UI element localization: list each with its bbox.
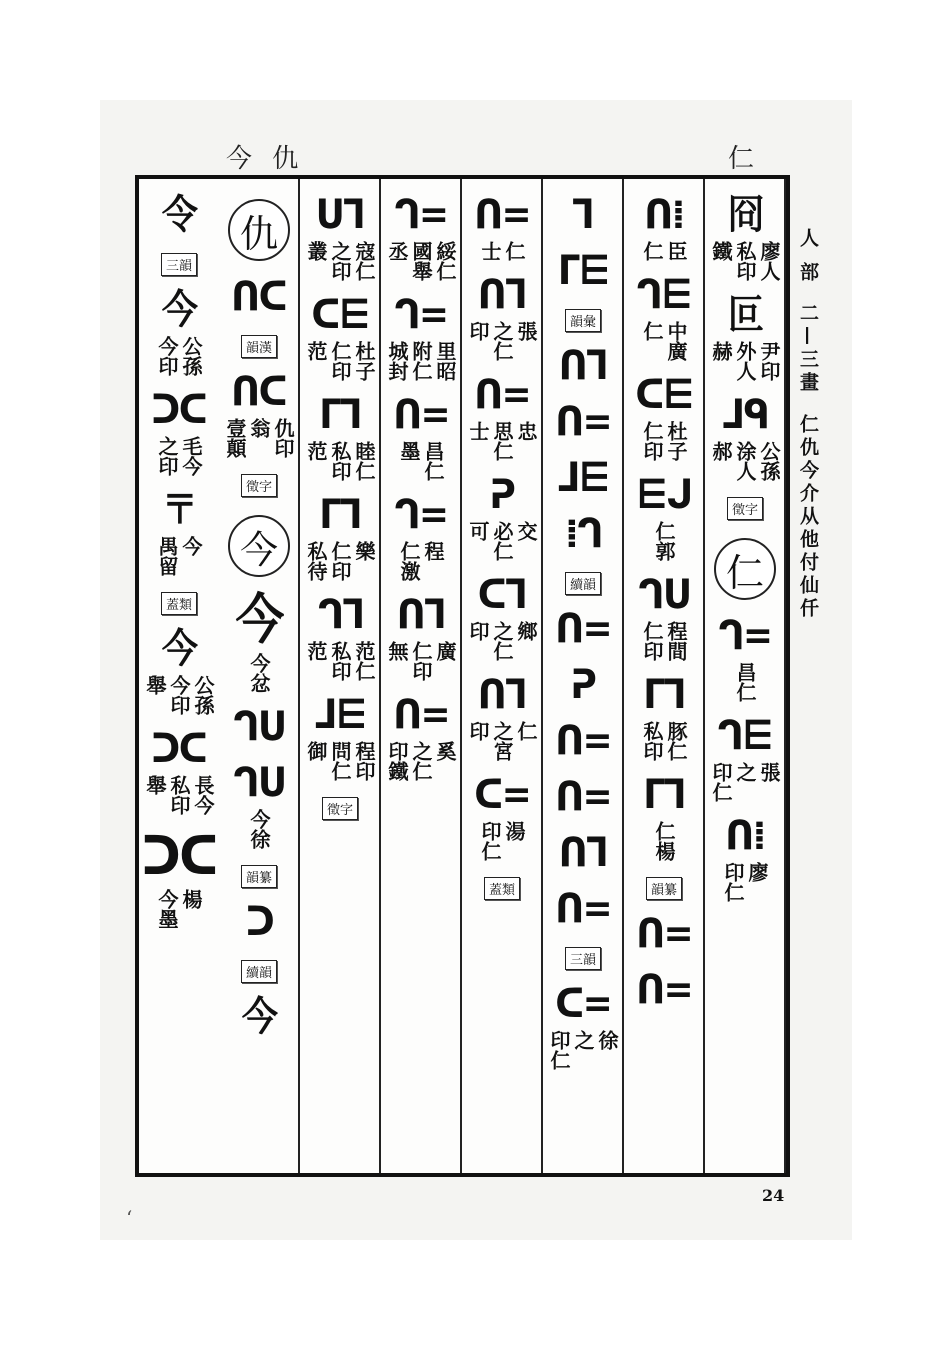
seal-glyph: ᒉᑌ — [232, 760, 286, 806]
caption-line: 張 — [757, 762, 781, 782]
seal-entry — [390, 393, 452, 481]
seal-glyph: 令 — [161, 192, 197, 238]
seal-caption — [224, 418, 294, 458]
caption-line: 之印 — [328, 241, 352, 281]
caption-line: 尹印 — [757, 341, 781, 381]
seal-caption — [710, 441, 780, 481]
source-tag: 蓋類 — [484, 877, 520, 900]
seal-glyph: ᑕ⋿ — [310, 292, 370, 338]
caption-line: 仁郭 — [652, 521, 676, 561]
seal-entry — [244, 900, 275, 944]
seal-entry — [467, 673, 537, 761]
seal-entry — [641, 193, 687, 261]
caption-line: 程印 — [352, 741, 376, 781]
seal-glyph: ᒧ⋿ — [314, 692, 366, 738]
caption-line: 之仁 — [409, 741, 433, 781]
seal-caption — [305, 741, 375, 781]
seal-glyph: ᑕ⋿ — [634, 372, 694, 418]
seal-column — [220, 179, 300, 1173]
seal-glyph: ᑎ= — [474, 372, 530, 418]
caption-line: 公孫 — [757, 441, 781, 481]
seal-entry — [144, 627, 214, 715]
caption-line: 仁印 — [409, 641, 433, 681]
caption-line: 仁 — [502, 241, 526, 261]
caption-line: 問仁 — [328, 741, 352, 781]
seal-column — [301, 179, 381, 1173]
caption-line: 今墨 — [155, 889, 179, 929]
caption-line: 綏仁 — [433, 241, 457, 281]
seal-caption — [305, 341, 375, 381]
seal-entry — [571, 193, 594, 237]
seal-entry — [305, 293, 375, 381]
seal-column — [139, 179, 219, 1173]
source-tag: 韻纂 — [646, 877, 682, 900]
page-header-right: 仁 — [728, 144, 761, 174]
caption-line: 范仁 — [352, 641, 376, 681]
seal-entry — [556, 831, 610, 875]
seal-caption — [467, 421, 537, 461]
caption-line: 印仁 — [709, 762, 733, 802]
page-number: 24 — [762, 1186, 785, 1205]
seal-entry — [467, 273, 537, 361]
seal-glyph: ᑎ= — [393, 692, 449, 738]
seal-glyph: ᒉ= — [394, 492, 448, 538]
seal-caption — [548, 1030, 618, 1070]
caption-line: 印仁 — [721, 862, 745, 902]
seal-glyph: ᑎ⁞ — [644, 192, 684, 238]
source-tag: 續韻 — [241, 960, 277, 983]
seal-entry — [240, 995, 278, 1039]
seal-table — [135, 175, 790, 1177]
seal-glyph: ᑐᑕ — [151, 726, 207, 772]
seal-glyph: 今 — [161, 626, 197, 672]
seal-caption — [156, 436, 202, 476]
seal-glyph: ᑎ= — [636, 967, 692, 1013]
caption-line: 里昭 — [433, 341, 457, 381]
seal-caption — [386, 741, 456, 781]
seal-glyph: ᑎᑕ — [231, 369, 287, 415]
page-header-left: 今 仇 — [226, 144, 305, 174]
source-tag: 蓋類 — [161, 592, 197, 615]
caption-line: 私印 — [328, 441, 352, 481]
seal-caption — [653, 821, 675, 861]
seal-entry — [552, 775, 614, 819]
source-tag: 續韻 — [565, 572, 601, 595]
caption-line: 臣 — [664, 241, 688, 261]
caption-line: 交 — [514, 521, 538, 541]
caption-line: 國舉 — [409, 241, 433, 281]
caption-line: 仁激 — [397, 541, 421, 581]
seal-glyph: ᑎ= — [555, 718, 611, 764]
caption-line: 郝 — [709, 441, 733, 461]
caption-line: 仁 — [640, 241, 664, 261]
seal-caption — [305, 441, 375, 481]
seal-glyph: ᑎ= — [555, 399, 611, 445]
seal-glyph: ᒧᑫ — [722, 392, 768, 438]
seal-glyph: ᑕ= — [474, 772, 530, 818]
character-index: 仁仇今介从他付仙仟 — [797, 413, 819, 621]
seal-glyph: ᑌᒣ — [315, 192, 365, 238]
caption-line: 私待 — [304, 541, 328, 581]
seal-glyph: 冏 — [727, 192, 763, 238]
seal-glyph: ᑎᒣ — [477, 672, 527, 718]
seal-entry — [139, 824, 219, 929]
caption-line: 印 — [466, 721, 490, 741]
caption-line: 士 — [466, 421, 490, 441]
caption-line: 私印 — [640, 721, 664, 761]
caption-line: 印 — [466, 321, 490, 341]
seal-entry — [555, 456, 612, 500]
caption-line: 今徐 — [247, 809, 271, 849]
seal-column — [544, 179, 624, 1173]
caption-line: 程 — [421, 541, 445, 561]
seal-entry — [148, 388, 209, 476]
scan-mark: ʻ — [126, 1206, 133, 1230]
caption-line: 仇印 — [271, 418, 295, 458]
caption-line: 奚 — [433, 741, 457, 761]
caption-line: 印仁 — [477, 821, 502, 861]
seal-entry — [228, 275, 289, 319]
seal-glyph: ᑎᒣ — [396, 592, 446, 638]
radical-label: 人 部 — [797, 228, 819, 285]
radical-index-label — [795, 228, 822, 629]
seal-column — [625, 179, 705, 1173]
seal-entry — [555, 249, 612, 293]
caption-line: 范 — [304, 641, 328, 661]
seal-glyph: ᕈ — [570, 662, 596, 708]
caption-line: 今 — [179, 536, 203, 556]
seal-caption — [467, 721, 537, 761]
seal-glyph: ᑎᒣ — [477, 272, 527, 318]
seal-glyph: ᑐᑕ — [141, 824, 217, 887]
seal-caption — [144, 775, 214, 815]
seal-entry — [233, 588, 285, 693]
seal-glyph: ᑎᑕ — [231, 274, 287, 320]
seal-caption — [722, 862, 768, 902]
seal-entry — [569, 663, 596, 707]
seal-entry — [305, 393, 375, 481]
seal-entry — [632, 373, 696, 461]
caption-line: 杜子 — [663, 421, 688, 461]
caption-line: 忠 — [514, 421, 538, 441]
seal-entry — [471, 773, 533, 861]
seal-glyph: ᑎ⁞ — [725, 813, 765, 859]
caption-line: 仁印 — [639, 421, 664, 461]
seal-glyph: ᑎ= — [555, 886, 611, 932]
caption-line: 樂 — [352, 541, 376, 561]
seal-caption — [641, 241, 687, 261]
seal-glyph: ᒉᑌ — [637, 572, 691, 618]
seal-caption — [156, 889, 202, 929]
seal-glyph: ᑕ= — [555, 981, 611, 1027]
seal-entry — [552, 887, 614, 931]
caption-line: 寇仁 — [352, 241, 376, 281]
seal-caption — [710, 241, 780, 281]
seal-entry — [386, 693, 456, 781]
caption-line: 睦仁 — [352, 441, 376, 481]
caption-line: 仁印 — [640, 621, 664, 661]
caption-line: 城封 — [385, 341, 409, 381]
caption-line: 仁 — [514, 721, 538, 741]
seal-entry — [467, 573, 537, 661]
seal-caption — [305, 241, 375, 281]
seal-entry — [635, 573, 693, 661]
caption-line: 舉 — [143, 675, 167, 695]
seal-caption — [398, 541, 444, 581]
caption-line: 徐 — [595, 1030, 619, 1050]
caption-line: 禺留 — [155, 536, 179, 576]
seal-caption — [467, 521, 537, 561]
seal-glyph: ᒉ= — [718, 613, 772, 659]
seal-caption — [734, 662, 756, 702]
source-tag: 韻纂 — [241, 865, 277, 888]
seal-glyph: ᒉ⋿ — [636, 272, 692, 318]
caption-line: 廖 — [745, 862, 769, 882]
caption-line: 范 — [304, 441, 328, 461]
seal-glyph: ᒥᒣ — [643, 772, 685, 818]
seal-glyph: ⁞ᒉ — [564, 511, 602, 557]
head-character-circle: 仇 — [228, 199, 290, 261]
seal-entry — [391, 493, 450, 581]
caption-line: 翁 — [247, 418, 271, 438]
caption-line: 仁印 — [328, 541, 352, 581]
seal-caption — [467, 321, 537, 361]
caption-line: 私印 — [167, 775, 191, 815]
caption-line: 無 — [385, 641, 409, 661]
caption-line: 今忿 — [247, 653, 271, 693]
seal-glyph: ⋿ᒍ — [636, 472, 692, 518]
seal-entry — [230, 761, 288, 849]
seal-glyph: ᑎ= — [555, 606, 611, 652]
seal-glyph: ᑎ= — [636, 911, 692, 957]
seal-column — [706, 179, 786, 1173]
seal-entry — [144, 727, 214, 815]
seal-entry — [305, 193, 375, 281]
caption-line: 鐵 — [709, 241, 733, 261]
seal-caption — [305, 641, 375, 681]
caption-line: 赫 — [709, 341, 733, 361]
seal-entry — [156, 288, 202, 376]
caption-line: 楊 — [179, 889, 203, 909]
seal-entry — [386, 593, 456, 681]
seal-glyph: 今 — [235, 588, 283, 651]
caption-line: 丞 — [385, 241, 409, 261]
seal-caption — [641, 321, 687, 361]
seal-caption — [248, 653, 270, 693]
seal-glyph: ᑎᒣ — [558, 830, 608, 876]
seal-entry — [467, 473, 537, 561]
caption-line: 可 — [466, 521, 490, 541]
seal-caption — [305, 541, 375, 581]
seal-glyph: ᑎᒣ — [558, 343, 608, 389]
stroke-count-label: 二—三畫 — [797, 303, 819, 396]
seal-entry — [633, 473, 695, 561]
seal-entry — [633, 968, 695, 1012]
caption-line: 長今 — [191, 775, 215, 815]
caption-line: 墨 — [397, 441, 421, 461]
seal-glyph: ᑎ= — [393, 392, 449, 438]
seal-glyph: ᒉ= — [394, 292, 448, 338]
seal-glyph: 今 — [161, 287, 197, 333]
seal-glyph: ᒥᒣ — [643, 672, 685, 718]
source-tag: 徵字 — [241, 474, 277, 497]
caption-line: 叢 — [304, 241, 328, 261]
seal-caption — [248, 809, 270, 849]
caption-line: 之 — [571, 1030, 595, 1050]
caption-line: 印 — [466, 621, 490, 641]
caption-line: 中廣 — [664, 321, 688, 361]
seal-caption — [386, 341, 456, 381]
seal-glyph: ᒣ — [572, 192, 594, 238]
source-tag: 韻漢 — [241, 335, 277, 358]
caption-line: 今印 — [155, 336, 179, 376]
seal-entry — [710, 393, 780, 481]
seal-caption — [386, 241, 456, 281]
seal-caption — [710, 762, 780, 802]
seal-glyph: ᒧ⋿ — [557, 455, 609, 501]
seal-entry — [722, 814, 768, 902]
source-tag: 韻彙 — [565, 309, 601, 332]
seal-glyph: 叵 — [727, 292, 763, 338]
caption-line: 印仁 — [547, 1030, 571, 1070]
caption-line: 士 — [478, 241, 502, 261]
caption-line: 程間 — [664, 621, 688, 661]
seal-caption — [386, 641, 456, 681]
seal-entry — [715, 614, 774, 702]
seal-entry — [467, 373, 537, 461]
source-tag: 徵字 — [727, 497, 763, 520]
caption-line: 之印 — [154, 436, 179, 476]
caption-line: 仁楊 — [652, 821, 676, 861]
caption-line: 湯 — [501, 821, 526, 841]
seal-entry — [710, 193, 780, 281]
seal-caption — [653, 521, 675, 561]
caption-line: 仁印 — [328, 341, 352, 381]
seal-entry — [710, 714, 780, 802]
seal-caption — [479, 241, 525, 261]
seal-entry — [160, 193, 198, 237]
head-character-circle: 今 — [228, 515, 290, 577]
source-tag: 徵字 — [322, 797, 358, 820]
seal-glyph: ᑕᒣ — [477, 572, 527, 618]
caption-line: 豚仁 — [664, 721, 688, 761]
seal-caption — [479, 821, 525, 861]
caption-line: 涂人 — [733, 441, 757, 481]
seal-entry — [471, 193, 533, 261]
seal-glyph: ᑎ= — [555, 774, 611, 820]
seal-glyph: ᒉᒣ — [317, 592, 363, 638]
seal-entry — [386, 193, 456, 281]
seal-entry — [548, 982, 618, 1070]
seal-glyph: ᑎ= — [474, 192, 530, 238]
caption-line: 御 — [304, 741, 328, 761]
caption-line: 之宮 — [490, 721, 514, 761]
seal-entry — [305, 493, 375, 581]
seal-glyph: ᒥᒣ — [319, 392, 361, 438]
caption-line: 廣 — [433, 641, 457, 661]
seal-entry — [552, 400, 614, 444]
seal-entry — [563, 512, 604, 556]
seal-glyph: ᑐ — [245, 899, 273, 945]
caption-line: 仁 — [640, 321, 664, 341]
seal-entry — [641, 673, 687, 761]
seal-caption — [144, 675, 214, 715]
seal-entry — [386, 293, 456, 381]
caption-line: 范 — [304, 341, 328, 361]
caption-line: 鄉 — [514, 621, 538, 641]
caption-line: 附仁 — [409, 341, 433, 381]
seal-caption — [641, 621, 687, 661]
seal-column — [463, 179, 543, 1173]
caption-line: 杜子 — [352, 341, 376, 381]
caption-line: 公孫 — [191, 675, 215, 715]
seal-glyph: ᒉᑌ — [232, 704, 286, 750]
caption-line: 私印 — [328, 641, 352, 681]
caption-line: 思仁 — [490, 421, 514, 461]
caption-line: 張 — [514, 321, 538, 341]
seal-entry — [710, 293, 780, 381]
caption-line: 舉 — [143, 775, 167, 795]
seal-glyph: ᒥ⋿ — [557, 248, 609, 294]
head-character-circle: 仁 — [714, 538, 776, 600]
seal-glyph: 〒 — [161, 487, 197, 533]
caption-line: 今印 — [167, 675, 191, 715]
seal-entry — [224, 370, 294, 458]
seal-glyph: ᒉ⋿ — [717, 713, 773, 759]
seal-caption — [710, 341, 780, 381]
caption-line: 昌仁 — [421, 441, 445, 481]
seal-entry — [633, 273, 695, 361]
seal-entry — [633, 912, 695, 956]
caption-line: 毛今 — [178, 436, 203, 476]
caption-line: 壹顛 — [223, 418, 247, 458]
seal-caption — [398, 441, 444, 481]
seal-glyph: 今 — [241, 994, 277, 1040]
seal-entry — [156, 488, 202, 576]
seal-entry — [305, 693, 375, 781]
seal-caption — [156, 536, 202, 576]
seal-entry — [305, 593, 375, 681]
seal-entry — [230, 705, 288, 749]
seal-column — [382, 179, 462, 1173]
caption-line: 外人 — [733, 341, 757, 381]
seal-entry — [552, 607, 614, 651]
seal-glyph: ᒉ= — [394, 192, 448, 238]
caption-line: 私印 — [733, 241, 757, 281]
source-tag: 三韻 — [565, 947, 601, 970]
source-tag: 三韻 — [161, 253, 197, 276]
seal-caption — [156, 336, 202, 376]
seal-glyph: ᕈ — [489, 472, 515, 518]
caption-line: 必仁 — [490, 521, 514, 561]
caption-line: 之仁 — [490, 321, 514, 361]
seal-entry — [556, 344, 610, 388]
caption-line: 印鐵 — [385, 741, 409, 781]
caption-line: 廖人 — [757, 241, 781, 281]
caption-line: 昌仁 — [733, 662, 757, 702]
seal-caption — [467, 621, 537, 661]
seal-caption — [641, 421, 687, 461]
seal-entry — [641, 773, 687, 861]
seal-glyph: ᒥᒣ — [319, 492, 361, 538]
caption-line: 之 — [733, 762, 757, 782]
caption-line: 公孫 — [179, 336, 203, 376]
caption-line: 之仁 — [490, 621, 514, 661]
seal-caption — [641, 721, 687, 761]
seal-glyph: ᑐᑕ — [151, 387, 207, 433]
seal-entry — [552, 719, 614, 763]
